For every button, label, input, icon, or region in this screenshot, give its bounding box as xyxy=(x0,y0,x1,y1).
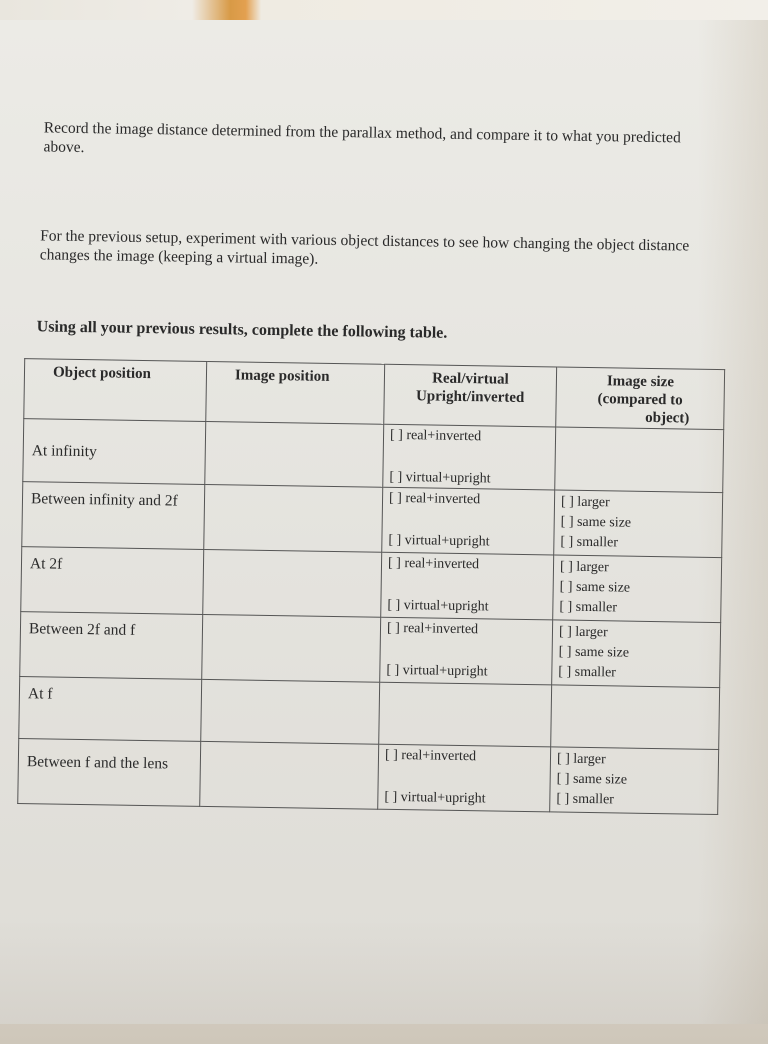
table-row xyxy=(20,612,721,688)
option-same-size[interactable]: [ ] same size xyxy=(560,514,632,531)
image-position-cell[interactable] xyxy=(202,614,381,682)
real-virtual-cell xyxy=(381,552,554,620)
option-same-size[interactable]: [ ] same size xyxy=(558,644,630,661)
image-size-cell xyxy=(552,620,721,688)
object-position-cell xyxy=(22,482,205,550)
header-real-virtual-line1: Real/virtual xyxy=(432,370,509,388)
instruction-paragraph-2: For the previous setup, experiment with various object distances to see how changing the object distance changes the image (keeping a virtual image). xyxy=(39,227,690,268)
image-position-cell[interactable] xyxy=(201,679,380,744)
header-image-size-line3: object) xyxy=(645,409,690,427)
option-real-inverted[interactable]: [ ] real+inverted xyxy=(388,490,481,508)
object-position-cell xyxy=(19,677,202,742)
table-row xyxy=(19,677,720,750)
option-larger[interactable]: [ ] larger xyxy=(556,751,606,768)
table-row xyxy=(18,739,719,815)
real-virtual-cell xyxy=(383,424,556,490)
instruction-paragraph-1: Record the image distance determined from the parallax method, and compare it to what you predicted above. xyxy=(43,119,681,157)
object-position-label: Between infinity and 2f xyxy=(30,490,178,510)
image-size-cell[interactable] xyxy=(551,685,720,750)
option-real-inverted[interactable]: [ ] real+inverted xyxy=(387,555,480,573)
object-position-cell xyxy=(18,739,201,807)
image-position-cell[interactable] xyxy=(203,549,382,617)
option-larger[interactable]: [ ] larger xyxy=(558,624,608,641)
image-size-cell xyxy=(554,490,723,558)
header-image-size-line2: (compared to xyxy=(597,391,683,409)
header-object-position: Object position xyxy=(24,359,207,422)
object-position-cell xyxy=(23,419,206,485)
option-virtual-upright[interactable]: [ ] virtual+upright xyxy=(389,469,491,487)
image-position-cell[interactable] xyxy=(205,421,384,487)
header-real-virtual xyxy=(384,364,557,427)
object-position-label: Between f and the lens xyxy=(26,753,169,773)
option-smaller[interactable]: [ ] smaller xyxy=(558,664,617,681)
option-smaller[interactable]: [ ] smaller xyxy=(556,791,615,808)
table-row xyxy=(22,482,723,558)
option-real-inverted[interactable]: [ ] real+inverted xyxy=(389,427,482,445)
option-virtual-upright[interactable]: [ ] virtual+upright xyxy=(387,597,489,615)
table-header-row xyxy=(24,359,725,430)
option-virtual-upright[interactable]: [ ] virtual+upright xyxy=(386,662,488,680)
object-position-label: At 2f xyxy=(29,555,63,573)
real-virtual-cell xyxy=(378,744,551,812)
header-image-size xyxy=(556,367,725,430)
real-virtual-cell xyxy=(380,617,553,685)
bottom-shadow xyxy=(0,920,768,1044)
option-same-size[interactable]: [ ] same size xyxy=(556,771,628,788)
object-position-cell xyxy=(20,612,203,680)
object-position-label: At infinity xyxy=(31,441,97,460)
header-image-position: Image position xyxy=(206,361,385,424)
option-smaller[interactable]: [ ] smaller xyxy=(560,534,619,551)
option-larger[interactable]: [ ] larger xyxy=(560,494,610,511)
image-position-cell[interactable] xyxy=(200,741,379,809)
object-position-cell xyxy=(21,547,204,615)
results-table xyxy=(17,358,725,815)
image-size-cell xyxy=(550,747,719,815)
table-row xyxy=(23,419,724,493)
option-larger[interactable]: [ ] larger xyxy=(559,559,609,576)
image-size-cell xyxy=(553,555,722,623)
option-virtual-upright[interactable]: [ ] virtual+upright xyxy=(384,789,486,807)
real-virtual-cell xyxy=(382,487,555,555)
option-smaller[interactable]: [ ] smaller xyxy=(559,599,618,616)
header-image-size-line1: Image size xyxy=(606,373,675,391)
header-real-virtual-line2: Upright/inverted xyxy=(415,388,525,406)
option-virtual-upright[interactable]: [ ] virtual+upright xyxy=(388,532,490,550)
worksheet-page xyxy=(20,118,730,808)
table-row xyxy=(21,547,722,623)
object-position-label: Between 2f and f xyxy=(28,620,136,639)
image-position-cell[interactable] xyxy=(204,484,383,552)
real-virtual-cell[interactable] xyxy=(379,682,552,747)
option-real-inverted[interactable]: [ ] real+inverted xyxy=(384,747,477,765)
image-size-cell xyxy=(555,427,724,493)
option-real-inverted[interactable]: [ ] real+inverted xyxy=(386,620,479,638)
table-heading: Using all your previous results, complete the following table. xyxy=(36,318,448,342)
object-position-label: At f xyxy=(27,685,53,703)
option-same-size[interactable]: [ ] same size xyxy=(559,579,631,596)
paper-sheet xyxy=(0,20,768,1024)
